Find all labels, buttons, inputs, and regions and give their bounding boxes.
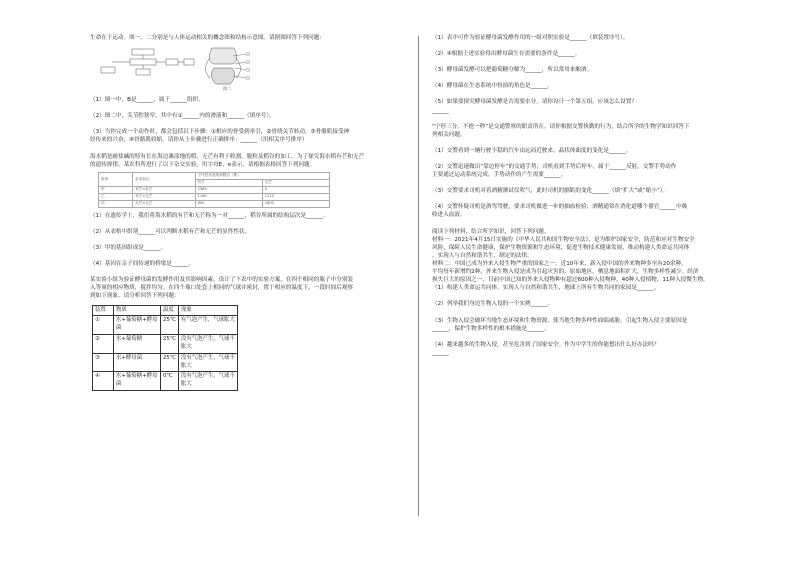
traffic-question-2-line-2: 主要通过运动系统完成，手势动作的产生需要______。 <box>432 172 567 179</box>
table-header-awned: 有芒 <box>195 179 262 186</box>
material-1-line-1: 材料一：2021年4月15日实施的《中华人民共和国生物安全法》，是为维护国家安全，防范和应对生物安全 <box>432 236 695 243</box>
table-header-group: 组别 <box>99 172 133 186</box>
table-row: ④ 水+葡萄糖+酵母菌 0℃ 没有气泡产生，气球不胀大 <box>93 372 238 391</box>
yeast-question-3: （3）酵母菌发酵可以把葡萄糖分解为______，所以常用来酿酒。 <box>432 67 593 74</box>
question-1: （1）图一中，B是______，属于______组织。 <box>90 97 204 104</box>
rice-question-2: （2）从表格中组别______可以判断水稻有芒和无芒的显性性状。 <box>90 228 251 235</box>
table-row: 甲 有芒×有芒 2365 0 <box>99 186 330 193</box>
traffic-question-3: （3）交警要求司机对着酒精测试仪吹气，此时司机的膈肌的变化______（填“扩大”或“缩小”）。 <box>432 188 669 195</box>
biosafety-intro: 阅读下列材料，结合所学知识，回答下列问题。 <box>432 228 550 235</box>
yeast-question-5-line-1: （5）如果要探究酵母菌发酵是否需要水分，请你设计一个第五组，应该怎么设置？ <box>432 99 637 106</box>
traffic-question-4-line-1: （4）交警怀疑司机是酒驾驾驶，要求司机做进一步的抽血检验，酒精通常在消化道哪个器官______中吸 <box>432 204 688 211</box>
material-1-line-3: ，实现人与自然和谐共生，制定的法律。 <box>432 252 533 259</box>
rice-intro-line-1: 海水稻是耐盐碱的特有长在海边滩涂地的稻，无芒有利于收割、脱粒及稻谷的加工。为了探究海水稻有芒和无芒 <box>90 153 365 160</box>
yeast-intro-line-3: 到如下现象。请分析回答下列问题： <box>90 293 180 300</box>
figure-row <box>90 46 402 90</box>
traffic-question-2-line-1: （2）交警迅速做出“靠边停车”的交通手势，司机看到手势后停车，属于______反射。交警手势动作 <box>432 163 677 170</box>
biosafety-question-3-line-1: （3）生物入侵会破坏当地生态环境和生物资源，使当地生物多样性面临威胁，引起生物入侵主要原因是 <box>432 317 688 324</box>
table-row: ③ 水+酵母菌 25℃ 没有气泡产生，气球不胀大 <box>93 353 238 372</box>
rice-question-4: （4）基因在亲子间传递的桥梁是______。 <box>90 261 195 268</box>
traffic-question-4-line-2: 收进入血液。 <box>432 212 466 219</box>
table-row: 丙 无芒×无芒 600 1800 <box>99 200 330 207</box>
question-3-line-1: （3）当你完成一个动作时，都会包括以下步骤：①相应的骨受到牵引，②骨绕关节转动，③骨骼肌接受神 <box>90 129 350 136</box>
rice-intro-line-2: 的遗传规律，某农科所进行了以下杂交实验，用字母E，e表示，请根据表格回答下列问题： <box>90 161 316 168</box>
column-divider <box>418 36 419 516</box>
traffic-question-1: （1）交警看到一辆行驶不稳的汽车由远而近驶来，晶状体曲度的变化是______。 <box>432 147 632 154</box>
biosafety-question-2: （2）列举我们身边生物入侵的一个实例______。 <box>432 301 554 308</box>
question-3-line-2: 经传来的兴奋，④骨骼肌收缩。请你从上步骤进行正确排序：______（用相关序号排序） <box>90 137 308 144</box>
table-header-parents: 亲本组合 <box>133 172 196 186</box>
right-column <box>432 34 772 357</box>
yeast-intro-line-2: 入等量的相应物质，搅拌均匀。在四个瓶口处套上相同的气球并密封，置于相应的温度下，一段时间后观察 <box>90 285 353 292</box>
traffic-intro-line-1: “宁停三分，不抢一秒”是交通警察的职责所在。请你根据交警执勤的行为，结合所学的生物学知识回答下 <box>432 123 690 130</box>
table-row: 乙 有芒×无芒 1190 1210 <box>99 193 330 200</box>
table-header-awnless: 无芒 <box>262 179 329 186</box>
figure-caption: 图二 <box>223 86 232 92</box>
material-2-line-2: 平均每年新增约2种。外来生物入侵是成为引起灾害的、原始地区，栖息地面积扩大，生物多样性减少。经济 <box>432 269 699 276</box>
table-header-offspring: 子代性状表现和数目（株） <box>195 172 329 179</box>
material-1-line-2: 风险，保障人民生命健康，保护生物资源和生态环境，促进生物技术健康发展，推动构建人类命运共同体 <box>432 244 690 251</box>
question-2: （2）图二中，关节腔狭窄，其中有①______内的滑液和______（填序号）。 <box>90 113 275 120</box>
left-column <box>90 34 402 391</box>
yeast-question-5-line-2: ______ <box>432 107 449 114</box>
material-2-line-3: 损失巨大的原因之一，目前中国已知的外来入侵物种有超过600种入侵物种，40种入侵植物，11种入侵微生物。 <box>432 277 709 284</box>
exercise-intro-motion: 生命在于运动。图一、二分别是与人体运动相关的概念图和结构示意图。请据图回答下列问题： <box>90 35 325 41</box>
table-row: ① 水+葡萄糖+酵母菌 25℃ 有气泡产生，气球胀大 <box>93 316 238 335</box>
biosafety-question-1: （1）构建人类命运共同体，实现人与自然和谐共生，地球上所有生物共同的家园是______。 <box>432 285 660 292</box>
biosafety-question-3-line-2: ______，保护生物多样性的根本措施是______。 <box>432 325 550 332</box>
traffic-intro-line-2: 列相关问题。 <box>432 131 466 138</box>
material-2-line-1: 材料二：中国已成为外来入侵生物严重的国家之一，近10年来，新入侵中国的外来物种多至有20余种， <box>432 260 687 267</box>
yeast-intro-line-1: 某实验小组为验证酵母菌的发酵作用及其影响因素，设计了下表中的实验方案，在四个相同的瓶子中分别装 <box>90 277 353 284</box>
yeast-question-2: （2）④根据上述实验得出酵母菌生存需要的条件是______。 <box>432 51 581 58</box>
rice-question-1: （1）在遗传学上，我们将海水稻的有芒和无芒称为一对______，稻谷所属的结构层次是______。 <box>90 212 329 219</box>
yeast-experiment-table <box>92 305 238 391</box>
rice-question-3: （3）甲的基因组成是______。 <box>90 244 167 251</box>
knee-joint-diagram <box>202 46 252 86</box>
table-header-row: 装置 物质 温度 现象 <box>93 305 238 316</box>
biosafety-question-4-line-1: （4）越来越多的生物入侵，甚至危害到了国家安全。作为中学生的你能想出什么好办法吗？ <box>432 341 660 348</box>
table-row: ② 水+葡萄糖 25℃ 没有气泡产生，气球不胀大 <box>93 335 238 354</box>
hybrid-results-table <box>98 172 330 208</box>
biosafety-question-4-line-2: ______ <box>432 349 449 356</box>
yeast-question-4: （4）酵母菌在生态系统中扮演的角色是______。 <box>432 83 554 90</box>
concept-map-diagram <box>100 48 196 80</box>
yeast-question-1: （1）表中可作为验证酵母菌发酵作用的一组对照实验是______（填装置序号）。 <box>432 35 629 41</box>
